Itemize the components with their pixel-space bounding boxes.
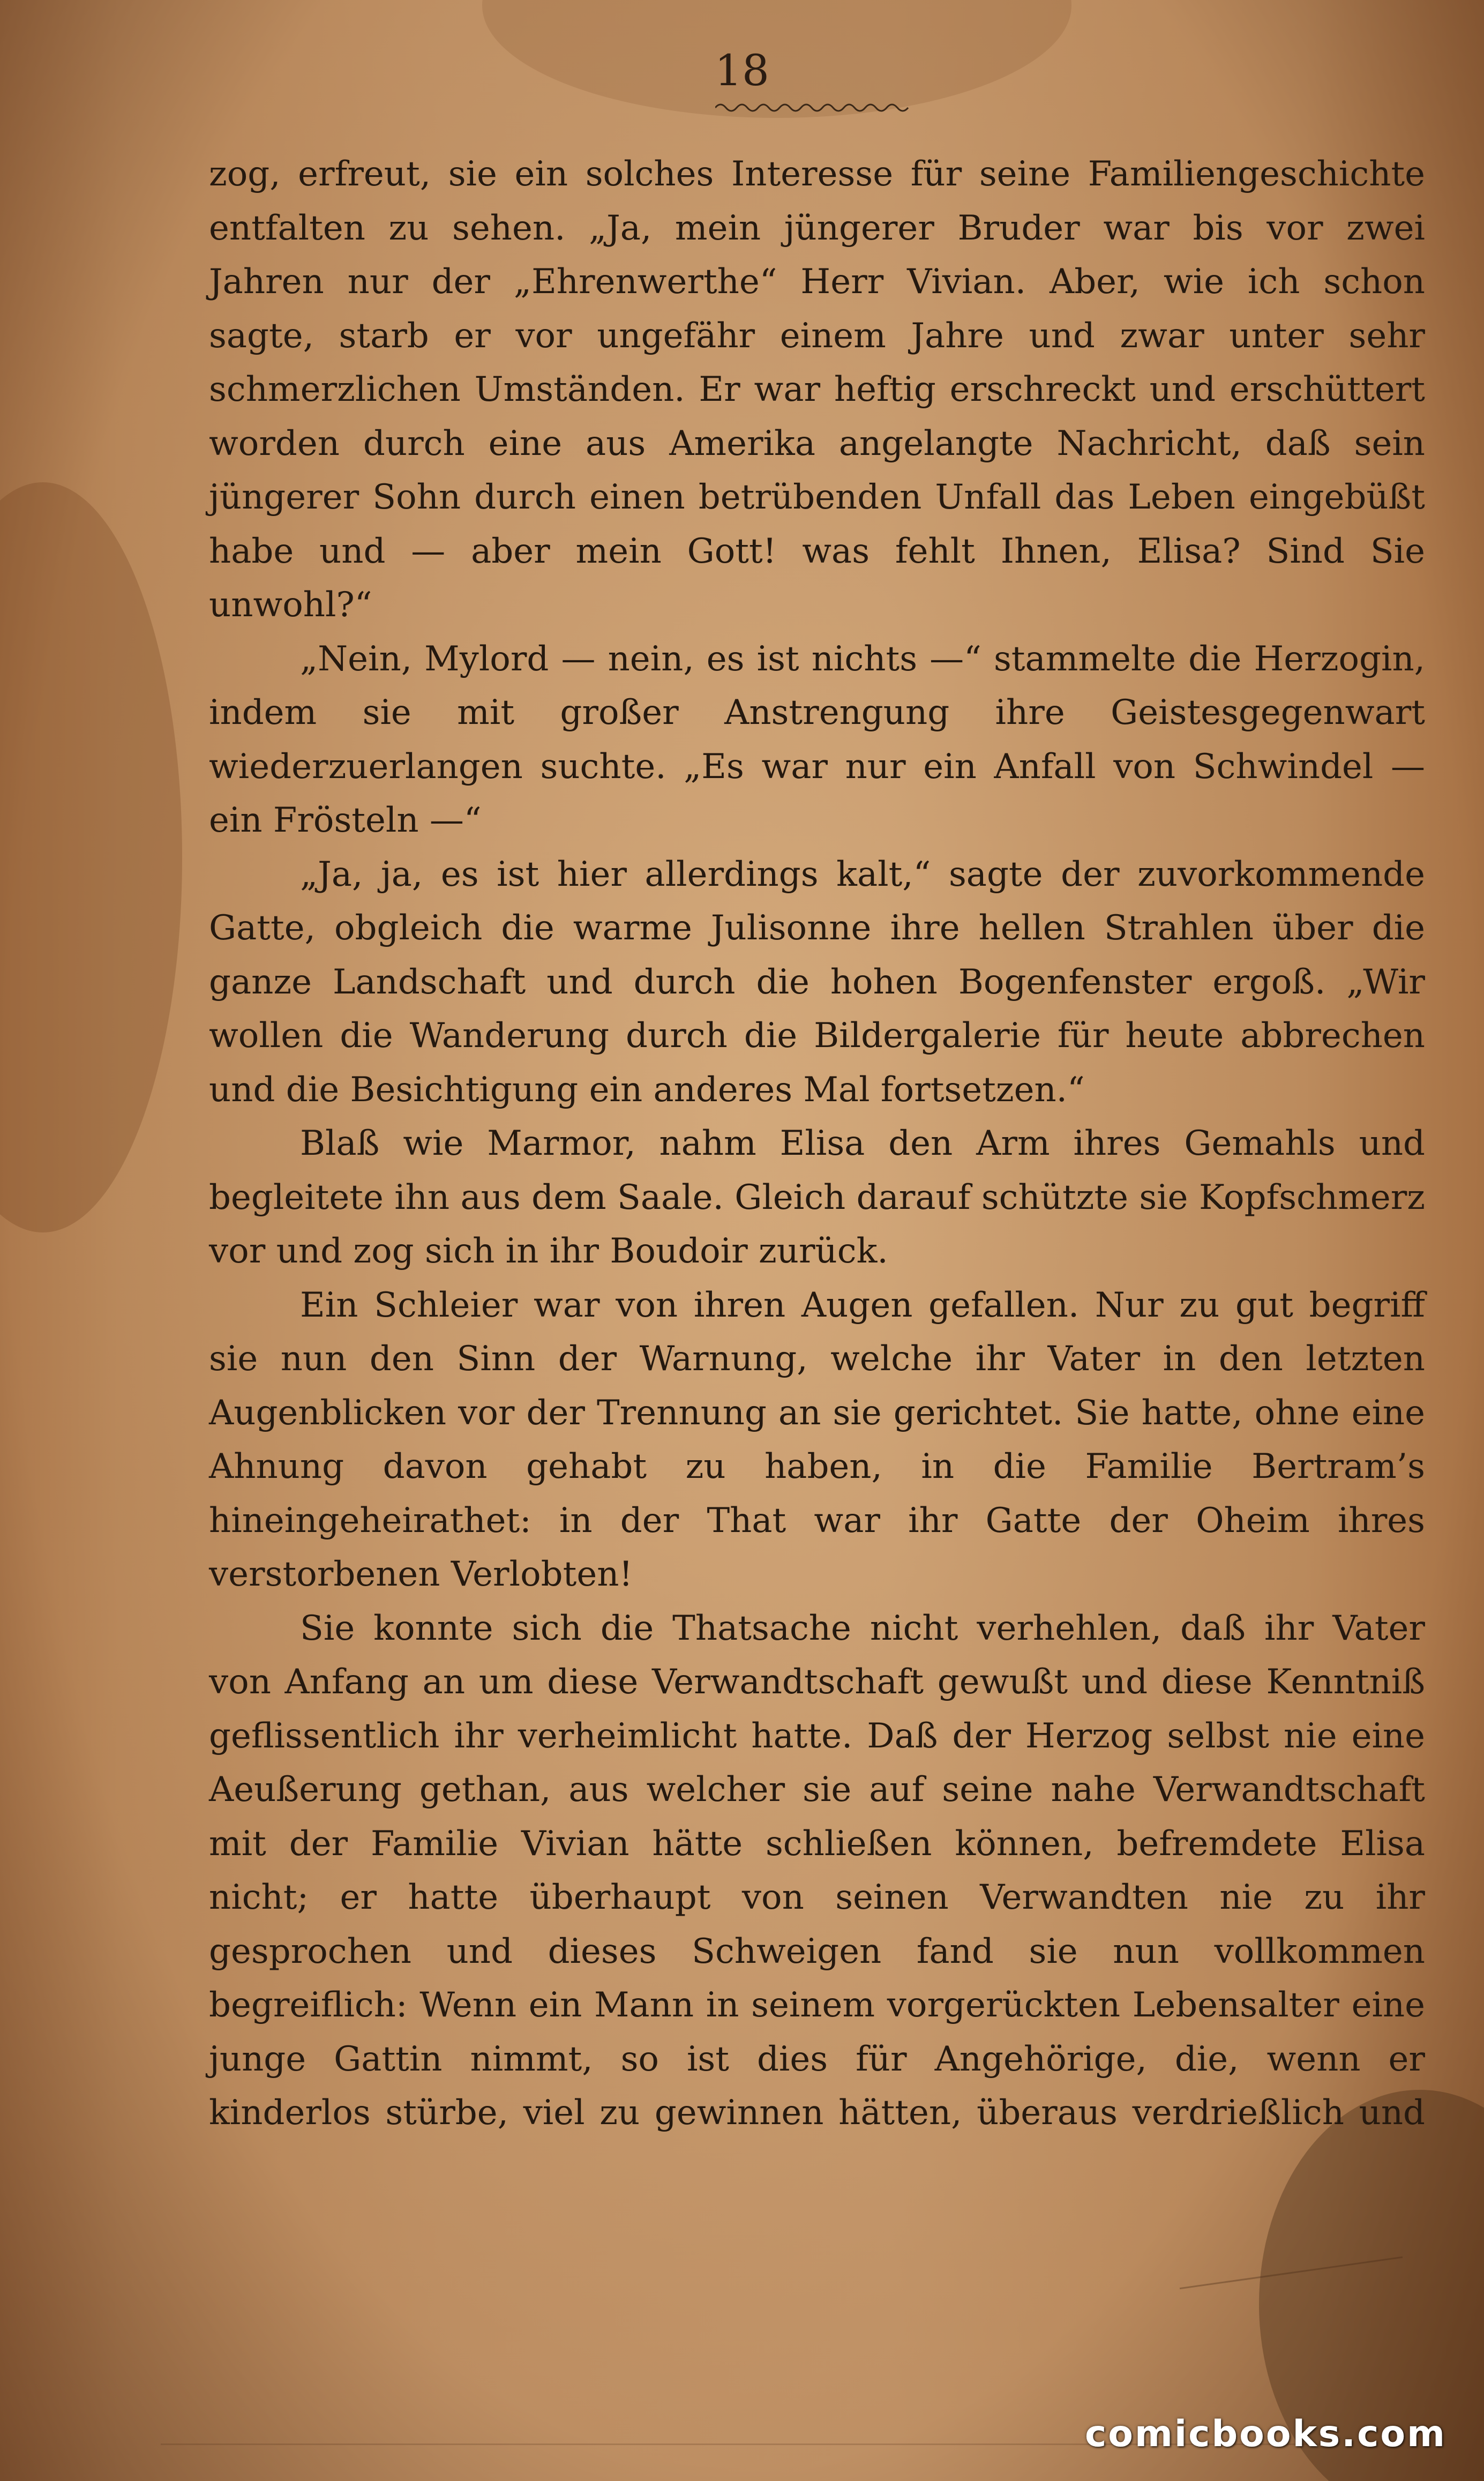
page-number: 18 [715, 46, 769, 95]
paragraph: zog, erfreut, sie ein solches Interesse für seine Familiengeschichte entfalten zu sehen. „Ja, mein jüngerer Bruder war bis vor zwei Jahren nur der „Ehrenwerthe“ Herr Vivian. Aber, wie ich schon sagte, starb er vor ungefähr einem Jahre und zwar unter sehr schmerzlichen Umständen. Er war heftig erschreckt und erschüttert worden durch eine aus Amerika angelangte Nachricht, daß sein jüngerer Sohn durch einen betrübenden Unfall das Leben eingebüßt habe und — aber mein Gott! was fehlt Ihnen, Elisa? Sind Sie unwohl?“ [209, 154, 1425, 625]
paragraph: „Nein, Mylord — nein, es ist nichts —“ stammelte die Herzogin, indem sie mit großer Anstrengung ihre Geistesgegenwart wiederzuerlangen suchte. „Es war nur ein Anfall von Schwindel — ein Frösteln —“ [209, 639, 1425, 840]
page-number-ornament [715, 100, 930, 116]
paragraph: Ein Schleier war von ihren Augen gefallen. Nur zu gut begriff sie nun den Sinn der Warnung, welche ihr Vater in den letzten Augenblicken vor der Trennung an sie gerichtet. Sie hatte, ohne eine Ahnung davon gehabt zu haben, in die Familie Bertram’s hineingeheirathet: in der That war ihr Gatte der Oheim ihres verstorbenen Verlobten! [209, 1285, 1425, 1594]
page-crease [1180, 2256, 1403, 2289]
paragraph: Sie konnte sich die Thatsache nicht verhehlen, daß ihr Vater von Anfang an um diese Verwandtschaft gewußt und diese Kenntniß geflissentlich ihr verheimlicht hatte. Daß der Herzog selbst nie eine Aeußerung gethan, aus welcher sie auf seine nahe Verwandtschaft mit der Familie Vivian hätte schließen können, befremdete Elisa nicht; er hatte überhaupt von seinen Verwandten nie zu ihr gesprochen und dieses Schweigen fand sie nun vollkommen begreiflich: Wenn ein Mann in seinem vorgerückten Lebensalter eine junge Gattin nimmt, so ist dies für Angehörige, die, wenn er kinderlos stürbe, viel zu gewinnen hätten, überaus verdrießlich und [209, 1608, 1425, 2133]
paper-stain [0, 482, 182, 1232]
paragraph: „Ja, ja, es ist hier allerdings kalt,“ sagte der zuvorkommende Gatte, obgleich die warme Julisonne ihre hellen Strahlen über die ganze Landschaft und durch die hohen Bogenfenster ergoß. „Wir wollen die Wanderung durch die Bildergalerie für heute abbrechen und die Besichtigung ein anderes Mal fortsetzen.“ [209, 854, 1425, 1110]
paragraph: Blaß wie Marmor, nahm Elisa den Arm ihres Gemahls und begleitete ihn aus dem Saale. Gleich darauf schützte sie Kopfschmerz vor und zog sich in ihr Boudoir zurück. [209, 1124, 1425, 1271]
watermark: comicbooks.com [1084, 2413, 1446, 2455]
body-text [209, 147, 1425, 2140]
